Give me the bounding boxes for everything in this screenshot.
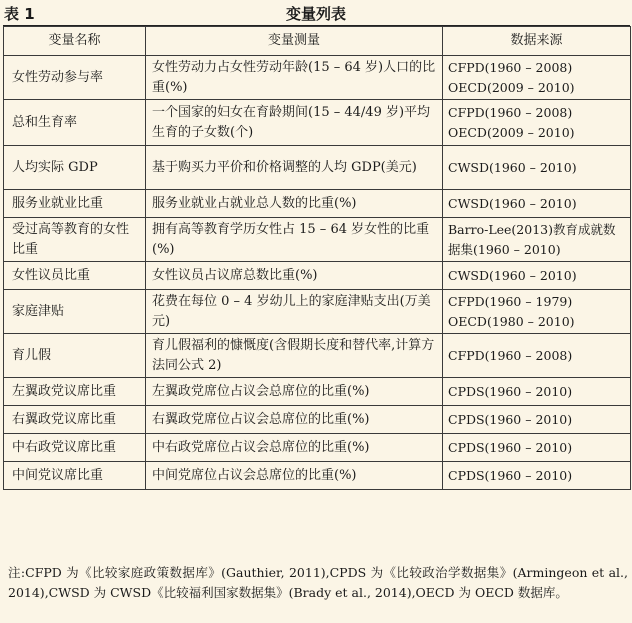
data-source-cell (443, 434, 631, 462)
table-row (4, 434, 631, 462)
data-source-line: CWSD(1960 – 2010) (448, 195, 577, 211)
data-source-line: Barro-Lee(2013)教育成就数据集(1960 – 2010) (448, 221, 616, 257)
variable-name-cell: 中右政党议席比重 (4, 434, 146, 462)
variable-measure-cell: 基于购买力平价和价格调整的人均 GDP(美元) (146, 146, 443, 190)
data-source-cell (443, 218, 631, 262)
variable-name-cell: 中间党议席比重 (4, 462, 146, 490)
variable-measure-cell: 中间党席位占议会总席位的比重(%) (146, 462, 443, 490)
header-variable-name: 变量名称 (4, 27, 146, 56)
variable-name-cell: 人均实际 GDP (4, 146, 146, 190)
data-source-cell (443, 290, 631, 334)
variable-name-cell: 左翼政党议席比重 (4, 378, 146, 406)
variable-name-cell: 女性议员比重 (4, 262, 146, 290)
data-source-line: CPDS(1960 – 2010) (448, 467, 573, 483)
data-source-line: CFPD(1960 – 2008) (448, 104, 573, 120)
variable-measure-cell: 女性劳动力占女性劳动年龄(15 – 64 岁)人口的比重(%) (146, 56, 443, 100)
data-source-cell (443, 262, 631, 290)
variable-measure-cell: 左翼政党席位占议会总席位的比重(%) (146, 378, 443, 406)
variable-name-cell: 育儿假 (4, 334, 146, 378)
table-row (4, 378, 631, 406)
variable-name-cell: 女性劳动参与率 (4, 56, 146, 100)
data-source-line: CPDS(1960 – 2010) (448, 411, 573, 427)
table-caption (0, 0, 632, 26)
data-source-cell (443, 334, 631, 378)
data-source-cell (443, 378, 631, 406)
table-row (4, 406, 631, 434)
table-row (4, 334, 631, 378)
data-source-line: CFPD(1960 – 2008) (448, 59, 573, 75)
table-row (4, 290, 631, 334)
header-row (4, 27, 631, 56)
header-variable-measure: 变量测量 (146, 27, 443, 56)
data-source-cell (443, 146, 631, 190)
table-row (4, 56, 631, 100)
table-title: 变量列表 (285, 5, 346, 23)
variable-name-cell: 总和生育率 (4, 100, 146, 146)
variable-measure-cell: 花费在每位 0 – 4 岁幼儿上的家庭津贴支出(万美元) (146, 290, 443, 334)
data-source-cell (443, 190, 631, 218)
variable-name-cell: 家庭津贴 (4, 290, 146, 334)
header-data-source: 数据来源 (443, 27, 631, 56)
variable-name-cell: 服务业就业比重 (4, 190, 146, 218)
variable-measure-cell: 女性议员占议席总数比重(%) (146, 262, 443, 290)
variable-measure-cell: 一个国家的妇女在育龄期间(15 – 44/49 岁)平均生育的子女数(个) (146, 100, 443, 146)
table-row (4, 262, 631, 290)
data-source-line: OECD(1980 – 2010) (448, 313, 575, 329)
table-note: 注:CFPD 为《比较家庭政策数据库》(Gauthier, 2011),CPDS 为《比较政治学数据集》(Armingeon et al., 2014),CWSD 为 CWSD《比较福利国家数据集》(Brady et al., 2014),OECD 为 OECD 数据库。 (8, 565, 628, 600)
variable-measure-cell: 服务业就业占就业总人数的比重(%) (146, 190, 443, 218)
table-row (4, 100, 631, 146)
variable-name-cell: 受过高等教育的女性比重 (4, 218, 146, 262)
data-source-line: OECD(2009 – 2010) (448, 79, 575, 95)
table-label: 表 1 (4, 5, 35, 23)
data-source-cell (443, 100, 631, 146)
data-source-line: CFPD(1960 – 1979) (448, 293, 573, 309)
data-source-line: CPDS(1960 – 2010) (448, 439, 573, 455)
variable-measure-cell: 右翼政党席位占议会总席位的比重(%) (146, 406, 443, 434)
data-source-cell (443, 462, 631, 490)
data-source-line: CFPD(1960 – 2008) (448, 347, 573, 363)
table-row (4, 218, 631, 262)
table-row (4, 462, 631, 490)
variable-measure-cell: 拥有高等教育学历女性占 15 – 64 岁女性的比重(%) (146, 218, 443, 262)
data-source-cell (443, 406, 631, 434)
variable-table (3, 26, 631, 490)
data-source-line: CWSD(1960 – 2010) (448, 267, 577, 283)
variable-measure-cell: 中右政党席位占议会总席位的比重(%) (146, 434, 443, 462)
data-source-line: CWSD(1960 – 2010) (448, 159, 577, 175)
variable-measure-cell: 育儿假福利的慷慨度(含假期长度和替代率,计算方法同公式 2) (146, 334, 443, 378)
data-source-line: OECD(2009 – 2010) (448, 124, 575, 140)
data-source-line: CPDS(1960 – 2010) (448, 383, 573, 399)
table-row (4, 146, 631, 190)
variable-name-cell: 右翼政党议席比重 (4, 406, 146, 434)
table-row (4, 190, 631, 218)
data-source-cell (443, 56, 631, 100)
